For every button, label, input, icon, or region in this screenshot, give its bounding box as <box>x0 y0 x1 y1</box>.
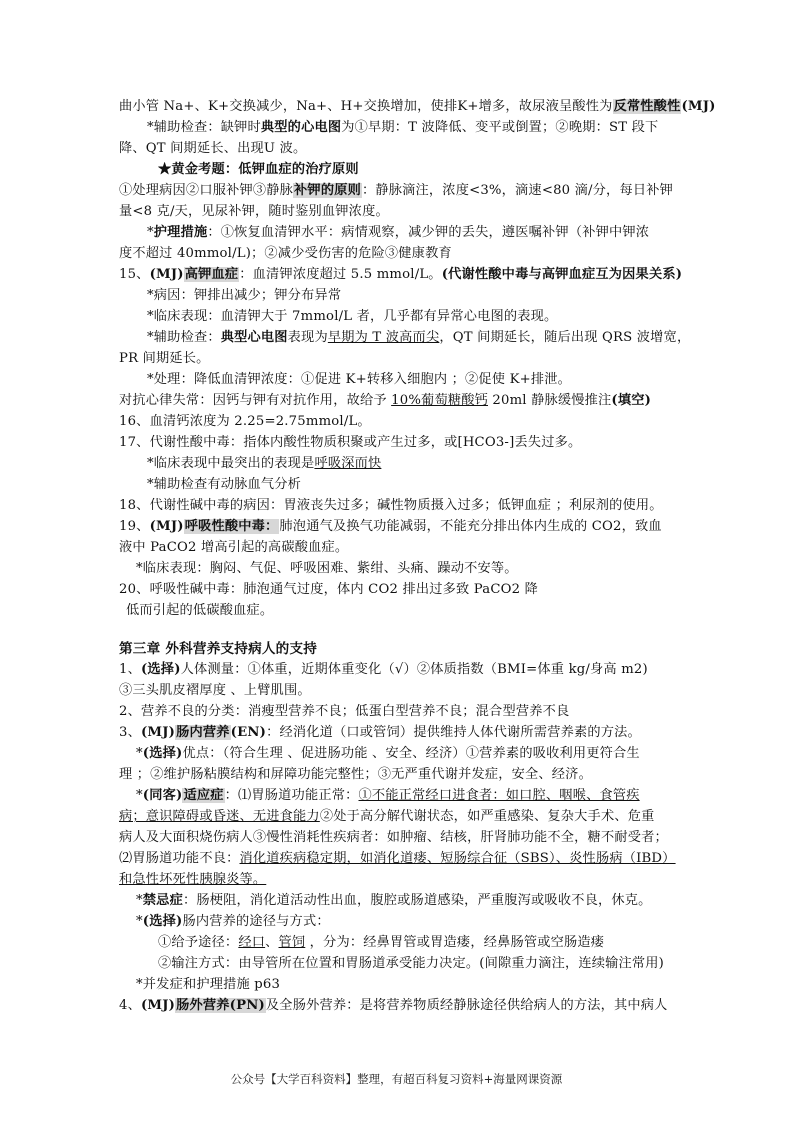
text-line <box>119 580 538 600</box>
text-line <box>147 223 649 243</box>
text-line <box>119 807 655 827</box>
text-segment: 20、呼吸性碱中毒：肺泡通气过度，体内 CO2 排出过多致 PaCO2 降 <box>119 582 538 597</box>
text-segment: 2、营养不良的分类：消瘦型营养不良；低蛋白型营养不良；混合型营养不良 <box>119 704 570 719</box>
text-segment: * <box>147 225 154 240</box>
emphasized-text: (代谢性酸中毒与高钾血症互为因果关系) <box>441 267 683 282</box>
highlighted-term: 肠外营养(PN) <box>176 998 265 1013</box>
text-line <box>158 954 664 974</box>
text-line <box>147 118 658 138</box>
text-segment: 肠内营养的途径与方式： <box>182 914 330 929</box>
text-line <box>136 975 280 995</box>
text-segment: ：⑴胃肠道功能正常： <box>224 788 359 803</box>
text-segment: ：经消化道（口或管饲）提供维持人体代谢所需营养素的方法。 <box>266 725 641 740</box>
text-line <box>119 349 210 369</box>
underlined-text: 病；意识障碍或昏迷、无进食能力 <box>119 809 320 824</box>
text-segment: 20ml 静脉缓慢推注 <box>488 393 612 408</box>
text-segment: 肺泡通气及换气功能减弱，不能充分排出体内生成的 CO2，致血 <box>279 519 662 534</box>
text-line <box>119 496 663 516</box>
text-line <box>136 559 518 579</box>
text-segment: 人体测量：①体重，近期体重变化（√）②体质指数（BMI=体重 kg/身高 m2) <box>180 662 648 677</box>
emphasized-text: (MJ) <box>140 998 176 1013</box>
text-line <box>119 996 668 1016</box>
text-segment: *辅助检查：缺钾时 <box>147 120 261 135</box>
emphasized-text: ★黄金考题：低钾血症的治疗原则 <box>158 162 359 177</box>
text-segment: *并发症和护理措施 p63 <box>136 977 281 992</box>
page-footer: 公众号【大学百科资料】整理，有超百科复习资料+海量网课资源 <box>230 1072 563 1086</box>
emphasized-text: (MJ) <box>149 519 184 534</box>
text-segment: *辅助检查有动脉血气分析 <box>147 477 302 492</box>
text-line <box>119 517 662 537</box>
text-line <box>119 244 452 264</box>
text-segment: ②输注方式：由导管所在位置和胃肠道承受能力决定。(间隙重力滴注，连续输注常用) <box>158 956 665 971</box>
highlighted-term: 反常性酸性 <box>613 99 681 114</box>
text-segment: *临床表现中最突出的表现是 <box>147 456 315 471</box>
text-segment: *病因：钾排出减少；钾分布异常 <box>147 288 342 303</box>
underlined-text: 消化道疾病稳定期，如消化道瘘、短肠综合征（SBS）、炎性肠病（IBD） <box>239 851 676 866</box>
text-line <box>158 933 604 953</box>
text-segment: 18、代谢性碱中毒的病因：胃液丧失过多；碱性物质摄入过多；低钾血症 ；利尿剂的使用。 <box>119 498 663 513</box>
text-segment: 16、血清钙浓度为 2.25=2.75mmol/L。 <box>119 414 371 429</box>
text-segment: ②处于高分解代谢状态，如严重感染、复杂大手术、危重 <box>319 809 655 824</box>
text-line <box>119 702 569 722</box>
text-segment: *处理：降低血清钾浓度：①促进 K+转移入细胞内 ；②促使 K+排泄。 <box>147 372 572 387</box>
text-segment: * <box>136 746 143 761</box>
text-line <box>147 454 381 474</box>
emphasized-text: 护理措施 <box>153 225 208 240</box>
emphasized-text: (填空) <box>611 393 652 408</box>
text-line <box>119 412 371 432</box>
text-segment: ，QT 间期延长，随后出现 QRS 波增宽， <box>439 330 691 345</box>
text-line <box>119 139 306 159</box>
emphasized-text: 典型的心电图 <box>260 120 342 135</box>
text-line <box>136 744 640 764</box>
text-line <box>119 723 641 743</box>
text-segment: 表现为 <box>287 330 328 345</box>
text-segment: ：血清钾浓度超过 5.5 mmol/L。 <box>239 267 442 282</box>
text-line <box>147 286 341 306</box>
text-line <box>119 265 682 285</box>
text-line <box>126 601 273 621</box>
text-segment: 量<8 克/天，见尿补钾，随时鉴别血钾浓度。 <box>119 204 389 219</box>
emphasized-text: (EN) <box>230 725 267 740</box>
underlined-text: 呼吸深而快 <box>314 456 382 471</box>
text-line <box>119 870 266 890</box>
highlighted-term: 呼吸性酸中毒： <box>184 519 279 534</box>
text-segment: ①给予途径： <box>158 935 239 950</box>
emphasized-text: (MJ) <box>140 725 176 740</box>
underlined-text: 经口 <box>238 935 266 950</box>
text-segment: 为①早期：T 波降低、变平或倒置；②晚期：ST 段下 <box>341 120 659 135</box>
emphasized-text: 典型心电图 <box>220 330 288 345</box>
text-line <box>119 97 716 117</box>
text-line <box>136 786 640 806</box>
text-line <box>158 160 359 180</box>
text-line <box>147 370 571 390</box>
text-segment: 液中 PaCO2 增高引起的高碳酸血症。 <box>119 540 349 555</box>
emphasized-text: (MJ) <box>681 99 716 114</box>
text-segment: 降、QT 间期延长、出现U 波。 <box>119 141 307 156</box>
emphasized-text: 第三章 外科营养支持病人的支持 <box>119 641 318 657</box>
text-segment: 1、 <box>119 662 141 677</box>
text-line <box>119 765 592 785</box>
emphasized-text: (选择) <box>142 914 183 929</box>
text-segment: 优点：（符合生理 、促进肠功能 、安全、经济）①营养素的吸收利用更符合生 <box>182 746 640 761</box>
text-segment: 及全肠外营养：是将营养物质经静脉途径供给病人的方法，其中病人 <box>265 998 668 1013</box>
underlined-text: ①不能正常经口进食者：如口腔、咽喉、食管疾 <box>358 788 640 803</box>
underlined-text: 10%葡萄糖酸钙 <box>391 393 488 408</box>
emphasized-text: (选择) <box>142 746 183 761</box>
text-segment: ：肠梗阻，消化道活动性出血，腹腔或肠道感染，严重腹泻或吸收不良，休克。 <box>182 893 652 908</box>
text-segment: 3、 <box>119 725 141 740</box>
text-segment: 病人及大面积烧伤病人③慢性消耗性疾病者：如肿瘤、结核，肝肾肺功能不全，糖不耐受者； <box>119 830 668 845</box>
underlined-text: 早期为 T 波高而尖 <box>327 330 440 345</box>
text-line <box>119 433 581 453</box>
text-segment: PR 间期延长。 <box>119 351 210 366</box>
text-segment: *临床表现：胸闷、气促、呼吸困难、紫绀、头痛、躁动不安等。 <box>136 561 518 576</box>
text-line <box>119 681 311 701</box>
text-segment: 15、 <box>119 267 150 282</box>
text-segment: * <box>136 914 143 929</box>
text-segment: * <box>136 788 143 803</box>
text-segment: 17、代谢性酸中毒：指体内酸性物质积聚或产生过多，或[HCO3-]丢失过多。 <box>119 435 582 450</box>
text-line <box>119 639 317 660</box>
text-segment: ①处理病因②口服补钾③静脉 <box>119 183 294 198</box>
text-segment: 对抗心律失常：因钙与钾有对抗作用，故给予 <box>119 393 392 408</box>
text-segment: 4、 <box>119 998 141 1013</box>
text-line <box>119 391 651 411</box>
text-line <box>147 328 690 348</box>
text-segment: *临床表现：血清钾大于 7mmol/L 者，几乎都有异常心电图的表现。 <box>147 309 558 324</box>
underlined-text: 和急性坏死性胰腺炎等。 <box>119 872 267 887</box>
text-line <box>136 891 652 911</box>
text-segment: * <box>136 893 143 908</box>
emphasized-text: (MJ) <box>149 267 184 282</box>
text-line <box>119 202 389 222</box>
text-line <box>119 181 673 201</box>
text-segment: ：静脉滴注，浓度<3%，滴速<80 滴/分，每日补钾 <box>361 183 673 198</box>
text-segment: 理 ；②维护肠粘膜结构和屏障功能完整性；③无严重代谢并发症，安全、经济。 <box>119 767 592 782</box>
text-segment: ：①恢复血清钾水平：病情观察，减少钾的丢失，遵医嘱补钾（补钾中钾浓 <box>207 225 650 240</box>
emphasized-text: (同客) <box>142 788 183 803</box>
text-line <box>119 828 668 848</box>
text-line <box>147 307 557 327</box>
text-segment: *辅助检查： <box>147 330 221 345</box>
text-line <box>119 538 348 558</box>
text-segment: ⑵胃肠道功能不良： <box>119 851 240 866</box>
text-segment: 19、 <box>119 519 150 534</box>
text-line <box>136 912 330 932</box>
text-segment: 曲小管 Na+、K+交换减少，Na+、H+交换增加，使排K+增多，故尿液呈酸性为 <box>119 99 613 114</box>
text-line <box>119 849 676 869</box>
highlighted-term: 高钾血症 <box>184 267 239 282</box>
text-segment: 低而引起的低碳酸血症。 <box>126 603 274 618</box>
text-segment: 、 <box>265 935 279 950</box>
text-line <box>119 660 648 680</box>
text-segment: 度不超过 40mmol/L)；②减少受伤害的危险③健康教育 <box>119 246 452 261</box>
highlighted-term: 补钾的原则 <box>294 183 361 198</box>
underlined-text: 管饲 <box>278 935 306 950</box>
highlighted-term: 适应症 <box>183 788 224 803</box>
emphasized-text: 禁忌症 <box>142 893 183 908</box>
text-line <box>147 475 301 495</box>
text-segment: ，分为：经鼻胃管或胃造瘘，经鼻肠管或空肠造瘘 <box>305 935 605 950</box>
text-segment: ③三头肌皮褶厚度 、上臂肌围。 <box>119 683 311 698</box>
highlighted-term: 肠内营养 <box>176 725 230 740</box>
emphasized-text: (选择) <box>140 662 181 677</box>
